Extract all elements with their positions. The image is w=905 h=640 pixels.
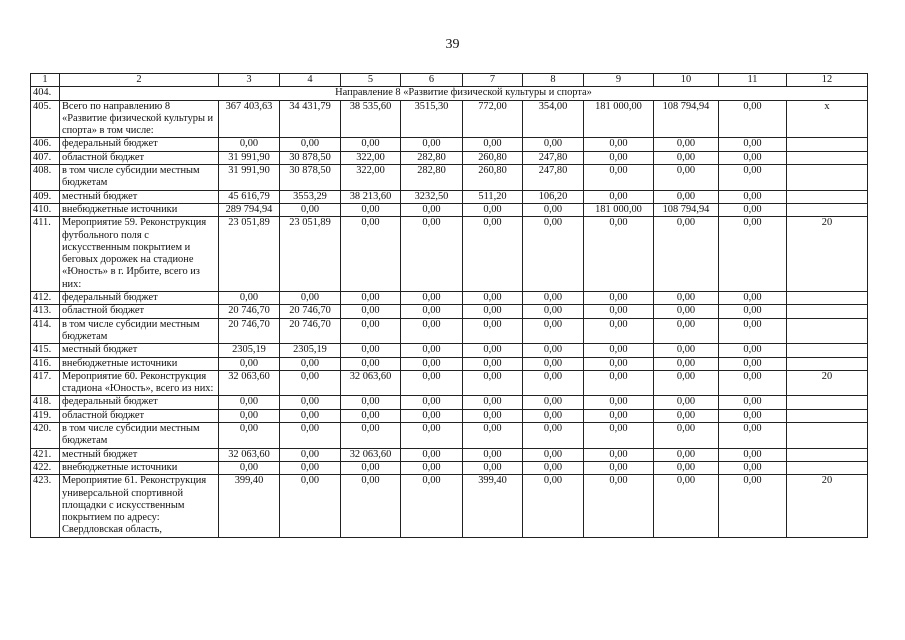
cell-value: 0,00 <box>584 138 654 151</box>
cell-value: 0,00 <box>719 370 787 396</box>
cell-value: 0,00 <box>401 203 463 216</box>
cell-value: 0,00 <box>584 190 654 203</box>
cell-value: 0,00 <box>584 409 654 422</box>
table-row <box>31 305 868 318</box>
cell-value: 0,00 <box>654 370 719 396</box>
cell-value: 322,00 <box>341 165 401 191</box>
cell-value: 0,00 <box>401 305 463 318</box>
cell-value: 0,00 <box>280 357 341 370</box>
cell-value: 0,00 <box>654 461 719 474</box>
cell-value: 32 063,60 <box>219 448 280 461</box>
table-row <box>31 409 868 422</box>
row-number: 410. <box>31 203 60 216</box>
cell-ref <box>787 165 868 191</box>
cell-ref <box>787 409 868 422</box>
cell-value: 0,00 <box>341 409 401 422</box>
cell-value: 3515,30 <box>401 100 463 138</box>
cell-value: 0,00 <box>654 344 719 357</box>
cell-ref <box>787 318 868 344</box>
cell-value: 0,00 <box>219 138 280 151</box>
cell-value: 108 794,94 <box>654 203 719 216</box>
row-name: в том числе субсидии местным бюджетам <box>60 165 219 191</box>
table-row <box>31 448 868 461</box>
cell-value: 0,00 <box>523 409 584 422</box>
cell-value: 45 616,79 <box>219 190 280 203</box>
cell-value: 0,00 <box>219 423 280 449</box>
cell-value: 0,00 <box>341 344 401 357</box>
cell-value: 181 000,00 <box>584 203 654 216</box>
cell-ref <box>787 203 868 216</box>
cell-value: 0,00 <box>654 423 719 449</box>
row-number: 409. <box>31 190 60 203</box>
cell-value: 289 794,94 <box>219 203 280 216</box>
cell-value: 0,00 <box>584 370 654 396</box>
row-number: 419. <box>31 409 60 422</box>
cell-value: 2305,19 <box>219 344 280 357</box>
cell-value: 0,00 <box>584 217 654 292</box>
cell-value: 0,00 <box>463 396 523 409</box>
cell-ref <box>787 461 868 474</box>
cell-value: 0,00 <box>463 292 523 305</box>
cell-value: 0,00 <box>719 190 787 203</box>
cell-value: 32 063,60 <box>341 370 401 396</box>
cell-value: 0,00 <box>719 305 787 318</box>
cell-value: 3232,50 <box>401 190 463 203</box>
table-row <box>31 138 868 151</box>
cell-value: 0,00 <box>584 292 654 305</box>
cell-value: 0,00 <box>401 461 463 474</box>
cell-value: 0,00 <box>219 292 280 305</box>
cell-value: 399,40 <box>463 475 523 537</box>
cell-value: 23 051,89 <box>219 217 280 292</box>
row-number: 413. <box>31 305 60 318</box>
cell-value: 0,00 <box>654 409 719 422</box>
cell-value: 0,00 <box>719 217 787 292</box>
cell-ref: 20 <box>787 475 868 537</box>
cell-value: 0,00 <box>523 217 584 292</box>
table-row <box>31 396 868 409</box>
cell-value: 0,00 <box>523 423 584 449</box>
column-header: 6 <box>401 74 463 87</box>
cell-value: 772,00 <box>463 100 523 138</box>
table-row <box>31 318 868 344</box>
table-row <box>31 357 868 370</box>
cell-value: 0,00 <box>401 409 463 422</box>
cell-ref: х <box>787 100 868 138</box>
cell-value: 0,00 <box>584 165 654 191</box>
cell-value: 0,00 <box>654 357 719 370</box>
column-header: 10 <box>654 74 719 87</box>
table-body <box>31 74 868 538</box>
row-name: областной бюджет <box>60 409 219 422</box>
cell-value: 0,00 <box>463 423 523 449</box>
cell-value: 0,00 <box>219 357 280 370</box>
cell-value: 20 746,70 <box>219 318 280 344</box>
cell-ref <box>787 423 868 449</box>
cell-value: 30 878,50 <box>280 151 341 164</box>
row-name: в том числе субсидии местным бюджетам <box>60 423 219 449</box>
cell-value: 32 063,60 <box>341 448 401 461</box>
cell-value: 0,00 <box>584 344 654 357</box>
column-header: 4 <box>280 74 341 87</box>
cell-value: 0,00 <box>584 151 654 164</box>
cell-value: 282,80 <box>401 165 463 191</box>
row-number: 405. <box>31 100 60 138</box>
cell-value: 0,00 <box>463 138 523 151</box>
column-header: 12 <box>787 74 868 87</box>
column-header: 11 <box>719 74 787 87</box>
cell-value: 0,00 <box>584 305 654 318</box>
cell-value: 0,00 <box>654 396 719 409</box>
cell-value: 0,00 <box>719 475 787 537</box>
row-number: 420. <box>31 423 60 449</box>
cell-ref: 20 <box>787 217 868 292</box>
cell-value: 0,00 <box>401 396 463 409</box>
cell-value: 0,00 <box>523 396 584 409</box>
cell-value: 0,00 <box>401 344 463 357</box>
cell-value: 0,00 <box>219 396 280 409</box>
cell-value: 0,00 <box>523 370 584 396</box>
cell-value: 0,00 <box>341 357 401 370</box>
cell-value: 0,00 <box>654 448 719 461</box>
cell-value: 0,00 <box>341 138 401 151</box>
cell-value: 0,00 <box>719 448 787 461</box>
cell-value: 0,00 <box>654 138 719 151</box>
cell-value: 0,00 <box>584 475 654 537</box>
column-header: 1 <box>31 74 60 87</box>
cell-value: 0,00 <box>280 396 341 409</box>
cell-ref <box>787 344 868 357</box>
cell-value: 0,00 <box>341 396 401 409</box>
cell-value: 3553,29 <box>280 190 341 203</box>
cell-value: 0,00 <box>719 423 787 449</box>
cell-value: 0,00 <box>654 165 719 191</box>
cell-ref <box>787 151 868 164</box>
cell-value: 0,00 <box>280 475 341 537</box>
row-number: 423. <box>31 475 60 537</box>
cell-value: 2305,19 <box>280 344 341 357</box>
cell-value: 0,00 <box>584 448 654 461</box>
cell-value: 0,00 <box>341 305 401 318</box>
cell-value: 0,00 <box>401 370 463 396</box>
cell-ref <box>787 292 868 305</box>
row-name: местный бюджет <box>60 344 219 357</box>
cell-value: 0,00 <box>719 151 787 164</box>
cell-value: 0,00 <box>654 292 719 305</box>
cell-value: 38 213,60 <box>341 190 401 203</box>
cell-value: 0,00 <box>719 344 787 357</box>
cell-value: 0,00 <box>401 318 463 344</box>
row-name: внебюджетные источники <box>60 461 219 474</box>
table-row <box>31 292 868 305</box>
cell-value: 0,00 <box>654 151 719 164</box>
cell-value: 0,00 <box>719 165 787 191</box>
cell-ref <box>787 396 868 409</box>
row-name: областной бюджет <box>60 151 219 164</box>
cell-value: 0,00 <box>654 318 719 344</box>
row-name: Мероприятие 61. Реконструкция универсальной спортивной площадки с искусственным покрытием по адресу: Свердловская область, <box>60 475 219 537</box>
cell-value: 0,00 <box>654 190 719 203</box>
cell-value: 0,00 <box>280 203 341 216</box>
cell-value: 0,00 <box>280 370 341 396</box>
table-row <box>31 344 868 357</box>
row-number: 415. <box>31 344 60 357</box>
cell-value: 0,00 <box>341 475 401 537</box>
cell-value: 108 794,94 <box>654 100 719 138</box>
cell-value: 0,00 <box>219 461 280 474</box>
cell-ref: 20 <box>787 370 868 396</box>
cell-value: 0,00 <box>719 292 787 305</box>
cell-value: 0,00 <box>463 344 523 357</box>
cell-value: 0,00 <box>523 203 584 216</box>
cell-value: 282,80 <box>401 151 463 164</box>
cell-value: 511,20 <box>463 190 523 203</box>
cell-value: 0,00 <box>280 423 341 449</box>
cell-value: 0,00 <box>401 475 463 537</box>
cell-value: 0,00 <box>523 292 584 305</box>
cell-value: 0,00 <box>463 448 523 461</box>
cell-value: 354,00 <box>523 100 584 138</box>
row-number: 416. <box>31 357 60 370</box>
column-header: 2 <box>60 74 219 87</box>
row-name: Мероприятие 60. Реконструкция стадиона «Юность», всего из них: <box>60 370 219 396</box>
cell-value: 0,00 <box>463 461 523 474</box>
cell-value: 0,00 <box>523 318 584 344</box>
cell-value: 0,00 <box>463 217 523 292</box>
row-name: в том числе субсидии местным бюджетам <box>60 318 219 344</box>
table-row <box>31 370 868 396</box>
cell-value: 247,80 <box>523 151 584 164</box>
cell-value: 32 063,60 <box>219 370 280 396</box>
row-name: областной бюджет <box>60 305 219 318</box>
column-header: 5 <box>341 74 401 87</box>
cell-value: 38 535,60 <box>341 100 401 138</box>
cell-value: 0,00 <box>719 138 787 151</box>
cell-value: 0,00 <box>719 461 787 474</box>
cell-value: 0,00 <box>341 318 401 344</box>
cell-value: 0,00 <box>463 370 523 396</box>
page-number: 39 <box>445 37 460 52</box>
cell-value: 0,00 <box>719 203 787 216</box>
cell-value: 0,00 <box>280 409 341 422</box>
header-row <box>31 74 868 87</box>
cell-value: 0,00 <box>463 305 523 318</box>
row-name: Всего по направлению 8 «Развитие физической культуры и спорта» в том числе: <box>60 100 219 138</box>
row-number: 408. <box>31 165 60 191</box>
row-number: 417. <box>31 370 60 396</box>
row-name: Мероприятие 59. Реконструкция футбольного поля с искусственным покрытием и беговых дорожек на стадионе «Юность» в г. Ирбите, всего из них: <box>60 217 219 292</box>
cell-value: 247,80 <box>523 165 584 191</box>
cell-value: 0,00 <box>401 138 463 151</box>
cell-value: 0,00 <box>341 461 401 474</box>
cell-value: 0,00 <box>280 138 341 151</box>
table-row <box>31 100 868 138</box>
cell-value: 20 746,70 <box>280 305 341 318</box>
row-number: 422. <box>31 461 60 474</box>
cell-value: 23 051,89 <box>280 217 341 292</box>
row-number: 421. <box>31 448 60 461</box>
cell-value: 399,40 <box>219 475 280 537</box>
column-header: 7 <box>463 74 523 87</box>
row-number: 411. <box>31 217 60 292</box>
cell-ref <box>787 357 868 370</box>
cell-value: 0,00 <box>523 475 584 537</box>
cell-ref <box>787 305 868 318</box>
column-header: 8 <box>523 74 584 87</box>
cell-value: 34 431,79 <box>280 100 341 138</box>
cell-value: 0,00 <box>463 409 523 422</box>
cell-value: 0,00 <box>523 344 584 357</box>
cell-value: 31 991,90 <box>219 165 280 191</box>
table-row <box>31 165 868 191</box>
cell-value: 0,00 <box>401 292 463 305</box>
section-row <box>31 87 868 100</box>
cell-value: 0,00 <box>341 203 401 216</box>
section-title: Направление 8 «Развитие физической культуры и спорта» <box>60 87 868 100</box>
budget-table <box>30 73 868 538</box>
cell-value: 0,00 <box>654 475 719 537</box>
table-row <box>31 423 868 449</box>
cell-value: 0,00 <box>401 423 463 449</box>
cell-value: 20 746,70 <box>219 305 280 318</box>
cell-value: 30 878,50 <box>280 165 341 191</box>
cell-value: 0,00 <box>463 318 523 344</box>
cell-value: 0,00 <box>219 409 280 422</box>
table-row <box>31 475 868 537</box>
table-row <box>31 190 868 203</box>
row-number: 406. <box>31 138 60 151</box>
row-name: местный бюджет <box>60 448 219 461</box>
cell-value: 0,00 <box>584 318 654 344</box>
row-number: 412. <box>31 292 60 305</box>
cell-ref <box>787 448 868 461</box>
cell-value: 0,00 <box>341 217 401 292</box>
row-number: 404. <box>31 87 60 100</box>
cell-value: 260,80 <box>463 151 523 164</box>
row-number: 414. <box>31 318 60 344</box>
cell-value: 0,00 <box>719 409 787 422</box>
cell-value: 0,00 <box>341 423 401 449</box>
cell-value: 181 000,00 <box>584 100 654 138</box>
column-header: 9 <box>584 74 654 87</box>
cell-value: 0,00 <box>401 357 463 370</box>
cell-value: 0,00 <box>584 357 654 370</box>
table-row <box>31 151 868 164</box>
cell-value: 20 746,70 <box>280 318 341 344</box>
cell-value: 0,00 <box>523 357 584 370</box>
cell-ref <box>787 190 868 203</box>
cell-value: 0,00 <box>584 461 654 474</box>
cell-value: 0,00 <box>341 292 401 305</box>
cell-value: 0,00 <box>719 318 787 344</box>
cell-value: 0,00 <box>654 305 719 318</box>
cell-value: 260,80 <box>463 165 523 191</box>
cell-value: 0,00 <box>523 138 584 151</box>
row-name: федеральный бюджет <box>60 396 219 409</box>
cell-ref <box>787 138 868 151</box>
column-header: 3 <box>219 74 280 87</box>
cell-value: 0,00 <box>280 461 341 474</box>
row-name: федеральный бюджет <box>60 292 219 305</box>
cell-value: 31 991,90 <box>219 151 280 164</box>
cell-value: 0,00 <box>523 305 584 318</box>
cell-value: 0,00 <box>280 292 341 305</box>
cell-value: 106,20 <box>523 190 584 203</box>
row-name: внебюджетные источники <box>60 203 219 216</box>
cell-value: 0,00 <box>401 448 463 461</box>
row-name: федеральный бюджет <box>60 138 219 151</box>
cell-value: 0,00 <box>719 396 787 409</box>
cell-value: 0,00 <box>584 396 654 409</box>
table-row <box>31 461 868 474</box>
cell-value: 0,00 <box>523 448 584 461</box>
row-name: местный бюджет <box>60 190 219 203</box>
cell-value: 0,00 <box>401 217 463 292</box>
cell-value: 0,00 <box>523 461 584 474</box>
table-row <box>31 217 868 292</box>
cell-value: 0,00 <box>584 423 654 449</box>
table-row <box>31 203 868 216</box>
cell-value: 322,00 <box>341 151 401 164</box>
cell-value: 0,00 <box>654 217 719 292</box>
cell-value: 0,00 <box>719 100 787 138</box>
cell-value: 0,00 <box>719 357 787 370</box>
cell-value: 0,00 <box>463 203 523 216</box>
cell-value: 367 403,63 <box>219 100 280 138</box>
cell-value: 0,00 <box>463 357 523 370</box>
cell-value: 0,00 <box>280 448 341 461</box>
row-name: внебюджетные источники <box>60 357 219 370</box>
row-number: 418. <box>31 396 60 409</box>
row-number: 407. <box>31 151 60 164</box>
